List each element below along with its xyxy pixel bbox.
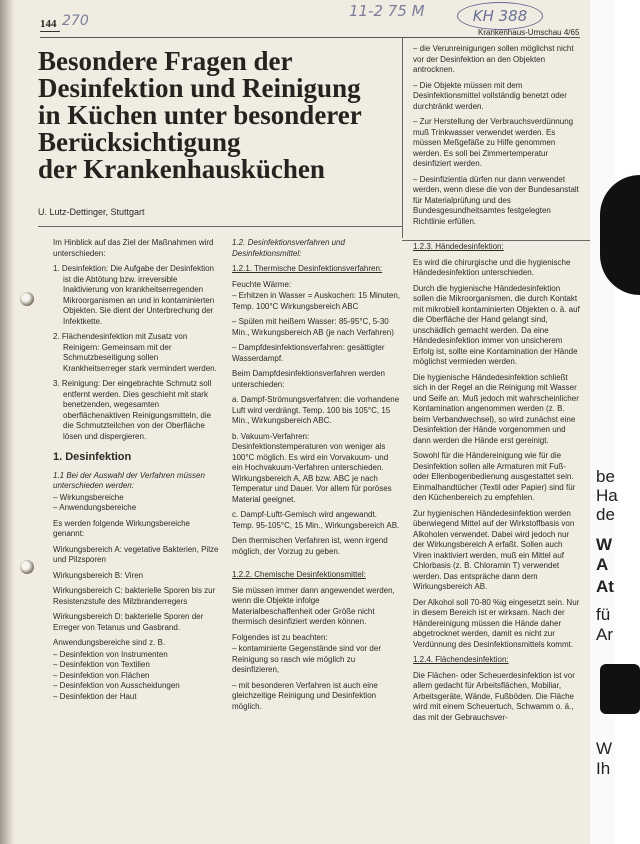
list-item: – Erhitzen in Wasser = Auskochen: 15 Minuten, Temp. 100°C Wirkungsbereich ABC xyxy=(232,291,401,311)
list-item: – Desinfektion von Instrumenten xyxy=(53,649,168,659)
paragraph: Den thermischen Verfahren ist, wenn irgend möglich, der Vorzug zu geben. xyxy=(232,536,388,556)
adjacent-page-text: fü xyxy=(596,605,611,624)
subsection-heading: 1.1 Bei der Auswahl der Verfahren müssen unterschieden werden: xyxy=(53,470,205,490)
adjacent-page-logo xyxy=(600,664,640,714)
paragraph: Es wird die chirurgische und die hygienische Händedesinfektion unterschieden. xyxy=(413,257,571,277)
author-line: U. Lutz-Dettinger, Stuttgart xyxy=(38,207,145,217)
section-rule xyxy=(402,240,590,241)
list-item: 1. Desinfektion: Die Aufgabe der Desinfektion ist die Abtötung bzw. irreversible Inaktivierung von krankheitserregenden Mikroorganismen an und in kontaminierten Objekten. Sie dient der Unterbrechung der Infektkette. xyxy=(53,264,215,326)
list-item: – Desinfektion von Textilien xyxy=(53,660,150,669)
subsection-heading: 1.2.4. Flächendesinfektion: xyxy=(413,655,509,664)
paragraph: Sie müssen immer dann angewendet werden, wenn die Objekte infolge Materialbeschaffenheit oder Größe nicht thermisch desinfiziert werden können. xyxy=(232,585,395,626)
paragraph: Anwendungsbereiche sind z. B. xyxy=(53,638,166,647)
list-item: – Die Objekte müssen mit dem Desinfektionsmittel vollständig benetzt oder durchtränkt werden. xyxy=(413,80,567,111)
paragraph: Die hygienische Händedesinfektion schließt sich in der Regel an die Reinigung mit Wasser und Seife an. Muß jedoch mit wahrscheinlicher Kontamination angenommen werden (z. B. beim Verbandwechsel), so wird zunächst eine Desinfektion der Hände vorgenommen und dann werden die Hände erst gereinigt. xyxy=(413,372,579,445)
section-heading: 1. Desinfektion xyxy=(53,451,132,463)
column-3 xyxy=(413,242,581,728)
list-item: – Zur Herstellung der Verbrauchsverdünnung muß Trinkwasser verwendet werden. Es müssen Meßgefäße zu Hilfe genommen werden. Es soll bei Zimmertemperatur desinfiziert werden. xyxy=(413,117,574,168)
list-item: – die Verunreinigungen sollen möglichst nicht vor der Desinfektion an den Objekten antrocknen. xyxy=(413,44,574,74)
paragraph: Die Flächen- oder Scheuerdesinfektion ist vor allem gedacht für Arbeitsflächen, Mobiliar, Arbeitsgeräte, Wände, Fußböden. Die Fläche wird mit einem Scheuertuch, Schwamm o. ä., das mit der Gebrauchsver- xyxy=(413,670,575,722)
page-number: 144 xyxy=(40,18,57,30)
paragraph: Zur hygienischen Händedesinfektion werden überwiegend Mittel auf der Wirkstoffbasis von Alkoholen verwendet. Dabei wird jedoch nur der Wirkungsbereich A erfaßt. Sollen auch Viren inaktiviert werden, muß ein Mittel auf Chlorbasis (z. B. Chloramin T) verwendet werden. Das entspräche dann dem Wirkungsbereich AB. xyxy=(413,508,575,591)
adjacent-page-text: de xyxy=(596,505,615,524)
adjacent-page-text: Ar xyxy=(596,625,613,644)
list-item: 2. Flächendesinfektion mit Zusatz von Reinigern: Gemeinsam mit der Schmutzbeseitigung sollen Krankheitserreger stark vermindert werden. xyxy=(53,332,217,373)
article-title xyxy=(38,48,398,183)
list-item: Wirkungsbereich B: Viren xyxy=(53,570,144,580)
punch-hole xyxy=(20,560,34,574)
adjacent-page-text: Ih xyxy=(596,759,611,778)
adjacent-page-text: W xyxy=(596,535,613,554)
list-item: Wirkungsbereich A: vegetative Bakterien, Pilze und Pilzsporen xyxy=(53,544,219,564)
title-line: Berücksichtigung xyxy=(38,127,241,157)
adjacent-page-text: be xyxy=(596,467,615,486)
list-item: – Desinfektion von Flächen xyxy=(53,670,150,680)
adjacent-page xyxy=(590,0,618,844)
archive-stamp: KH 388 xyxy=(457,2,543,30)
header-rule xyxy=(40,37,580,38)
paragraph: Es werden folgende Wirkungsbereiche genannt: xyxy=(53,518,190,538)
list-item: – Spülen mit heißem Wasser: 85-95°C, 5-30 Min., Wirkungsbereich AB (je nach Verfahren) xyxy=(232,317,394,337)
subsection-heading: 1.2.2. Chemische Desinfektionsmittel: xyxy=(232,570,366,579)
column-divider xyxy=(402,38,403,238)
list-item: a. Dampf-Strömungsverfahren: die vorhandene Luft wird verdrängt. Temp. 100 bis 105°C, 15 Min., Wirkungsbereich ABC. xyxy=(232,395,400,425)
list-item: – kontaminierte Gegenstände sind vor der Reinigung so rasch wie möglich zu desinfizieren, xyxy=(232,644,381,674)
list-item: 3. Reinigung: Der eingebrachte Schmutz soll entfernt werden. Dies geschieht mit stark benetzenden, wegesamten oberflächenaktiven Reinigungsmitteln, die die Schmutzteilchen von der Oberfläche lösen und dispergieren. xyxy=(53,379,212,441)
column-1 xyxy=(53,238,221,702)
handwritten-date: 11-2 75 M xyxy=(349,2,425,20)
title-line: Desinfektion und Reinigung xyxy=(38,73,361,103)
punch-hole xyxy=(20,292,34,306)
paragraph: Beim Dampfdesinfektionsverfahren werden unterschieden: xyxy=(232,369,385,389)
list-item: – mit besonderen Verfahren ist auch eine gleichzeitige Reinigung und Desinfektion möglich. xyxy=(232,680,378,711)
list-item: – Wirkungsbereiche xyxy=(53,492,124,502)
adjacent-page-text: Ha xyxy=(596,486,618,505)
column-2 xyxy=(232,238,400,717)
list-item: b. Vakuum-Verfahren: Desinfektionstemperaturen von weniger als 100°C möglich. Es wird ein Vorvakuum- und ein Hochvakuum-Verfahren unterschieden. Wirkungsbereich A, AB bzw. ABC je nach Temperatur und Dauer. Vor allem für poröses Material geeignet. xyxy=(232,431,392,504)
column-3-top xyxy=(413,44,581,232)
adjacent-page-text: A xyxy=(596,555,609,574)
list-item: – Desinfektion der Haut xyxy=(53,691,137,701)
paragraph: Durch die hygienische Händedesinfektion sollen die Mikroorganismen, die durch Kontakt mit mikrobiell kontaminierten Objekten o. ä. auf die Oberfläche der Hand gelangt sind, unschädlich gemacht werden. Da eine Händedesinfektion immer von unsicherem Erfolg ist, sollte eine Kontamination der Hände möglichst vermieden werden. xyxy=(413,283,580,366)
intro-text: Im Hinblick auf das Ziel der Maßnahmen wird unterschieden: xyxy=(53,238,214,258)
subsection-heading: 1.2.1. Thermische Desinfektionsverfahren: xyxy=(232,264,383,273)
page-edge-shadow xyxy=(0,0,14,844)
list-item: Wirkungsbereich D: bakterielle Sporen der Erreger von Tetanus und Gasbrand. xyxy=(53,612,204,632)
list-item: Wirkungsbereich C: bakterielle Sporen bis zur Resistenzstufe des Milzbranderregers xyxy=(53,586,216,606)
page-number-underline xyxy=(40,31,60,32)
adjacent-page-text: At xyxy=(596,577,614,596)
adjacent-page-text: W xyxy=(596,739,613,758)
subsection-heading: 1.2.3. Händedesinfektion: xyxy=(413,242,504,251)
subsection-heading: 1.2. Desinfektionsverfahren und Desinfektionsmittel: xyxy=(232,238,345,258)
list-item: – Dampfdesinfektionsverfahren: gesättigter Wasserdampf. xyxy=(232,343,385,363)
list-item: – Desinfizientia dürfen nur dann verwendet werden, wenn diese die von der Bundesanstalt für Materialprüfung und des Bundesgesundheitsamtes festgelegten Richtlinie erfüllen. xyxy=(413,174,579,226)
paragraph: Folgendes ist zu beachten: xyxy=(232,632,328,642)
paragraph: Der Alkohol soll 70-80 %ig eingesetzt sein. Nur in diesem Bereich ist er wirksam. Nach der Händereinigung müssen die Hände daher abgetrocknet werden, damit es nicht zur Verdünnung des Desinfektionsmittels kommt. xyxy=(413,597,580,649)
paragraph: Feuchte Wärme: xyxy=(232,279,292,289)
adjacent-page-graphic xyxy=(600,175,640,295)
title-line: in Küchen unter besonderer xyxy=(38,100,362,130)
author-rule xyxy=(38,226,402,227)
title-line: der Krankenhausküchen xyxy=(38,154,325,184)
title-line: Besondere Fragen der xyxy=(38,46,293,76)
list-item: – Anwendungsbereiche xyxy=(53,503,137,512)
paragraph: Sowohl für die Händereinigung wie für die Desinfektion sollen alle Armaturen mit Fuß- oder Ellenbogenbedienung ausgestattet sein. Einmalhandtücher (Textil oder Papier) sind für den Küchenbereich zu empfehlen. xyxy=(413,451,576,502)
list-item: – Desinfektion von Ausscheidungen xyxy=(53,681,180,690)
list-item: c. Dampf-Luftt-Gemisch wird angewandt. Temp. 95-105°C, 15 Min., Wirkungsbereich AB. xyxy=(232,510,400,530)
running-head: Krankenhaus-Umschau 4/65 xyxy=(478,28,580,37)
handwritten-page-number: 270 xyxy=(62,13,89,29)
